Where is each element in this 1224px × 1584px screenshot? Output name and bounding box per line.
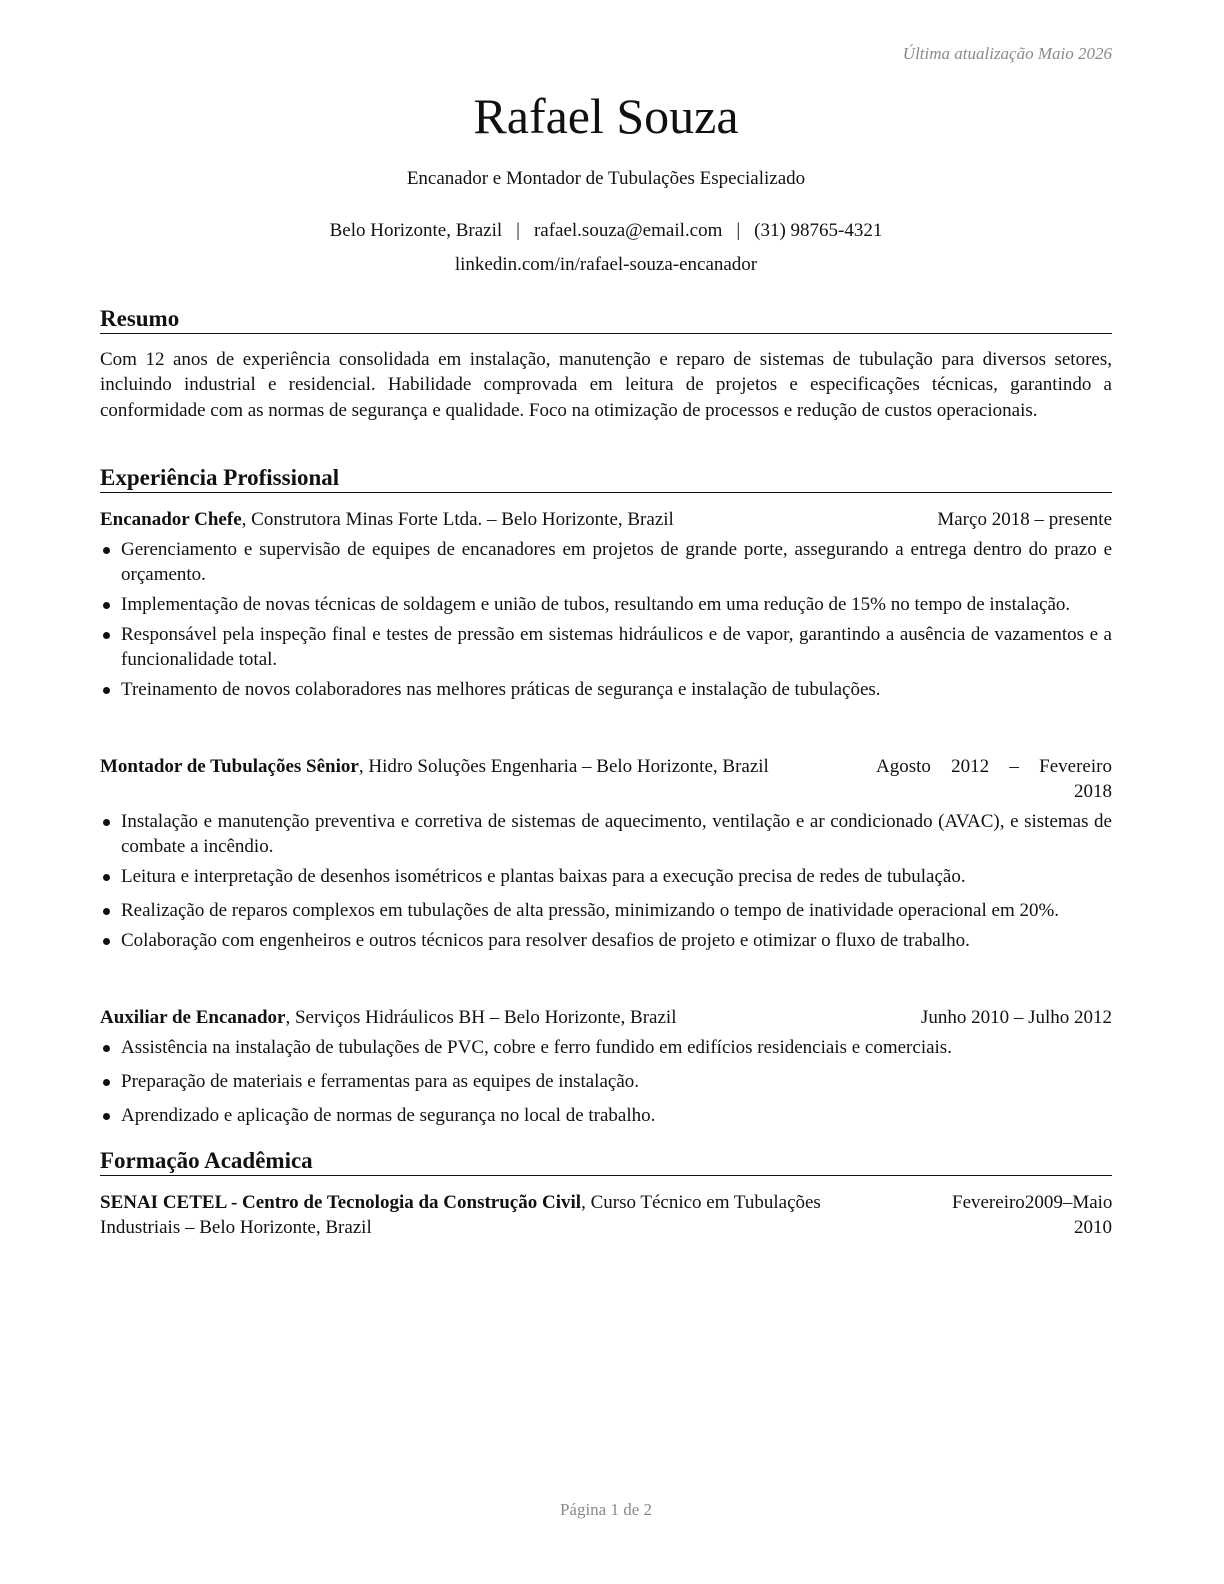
page-number: Página 1 de 2: [559, 1500, 653, 1519]
job-position: Encanador Chefe: [100, 509, 242, 530]
job-position: Montador de Tubulações Sênior: [100, 756, 359, 777]
contact-location: Belo Horizonte, Brazil: [329, 220, 503, 241]
contact-line: [100, 218, 1112, 244]
job-position: Auxiliar de Encanador: [100, 1007, 286, 1028]
list-item: Instalação e manutenção preventiva e corretiva de sistemas de aquecimento, ventilação e ar condicionado (AVAC), e sistemas de combate a incêndio.: [100, 809, 1112, 859]
job-dates-line-1: [876, 754, 1112, 779]
education-dates-line-1: [952, 1190, 1112, 1215]
section-title-education: Formação Acadêmica: [100, 1147, 1112, 1176]
job-dates-line-2: 2018: [1074, 781, 1112, 802]
job-dates: [876, 754, 1112, 804]
list-item: Gerenciamento e supervisão de equipes de encanadores em projetos de grande porte, assegurando a entrega dentro do prazo e orçamento.: [100, 537, 1112, 587]
candidate-role: Encanador e Montador de Tubulações Especializado: [406, 168, 806, 189]
date-part: Fevereiro: [952, 1192, 1025, 1213]
list-item: Preparação de materiais e ferramentas para as equipes de instalação.: [100, 1069, 1112, 1094]
job-header: [100, 507, 1112, 532]
section-title-experience: Experiência Profissional: [100, 464, 1112, 493]
job-company: , Hidro Soluções Engenharia – Belo Horizonte, Brazil: [358, 756, 769, 777]
list-item: Leitura e interpretação de desenhos isométricos e plantas baixas para a execução precisa de redes de tubulação.: [100, 864, 1112, 889]
section-title-summary: Resumo: [100, 305, 1112, 334]
date-part: 2012: [951, 756, 990, 777]
list-item: Treinamento de novos colaboradores nas melhores práticas de segurança e instalação de tubulações.: [100, 677, 1112, 702]
list-item: Aprendizado e aplicação de normas de segurança no local de trabalho.: [100, 1103, 1112, 1128]
candidate-name: Rafael Souza: [473, 88, 739, 144]
list-item: Realização de reparos complexos em tubulações de alta pressão, minimizando o tempo de inatividade operacional em 20%.: [100, 898, 1112, 923]
date-part: –: [1062, 1192, 1073, 1213]
education-institution: SENAI CETEL - Centro de Tecnologia da Construção Civil: [100, 1192, 582, 1213]
date-part: Maio: [1072, 1192, 1113, 1213]
job-bullets: [100, 809, 1112, 953]
education-title-line: [100, 1190, 860, 1240]
job-dates: Junho 2010 – Julho 2012: [920, 1007, 1112, 1028]
education-course: , Curso Técnico em Tubulações Industriais – Belo Horizonte, Brazil: [100, 1192, 821, 1238]
list-item: Assistência na instalação de tubulações de PVC, cobre e ferro fundido em edifícios residenciais e comerciais.: [100, 1035, 1112, 1060]
date-part: Fevereiro: [1039, 756, 1112, 777]
job-title-line: [100, 754, 769, 779]
resume-page: [100, 0, 1112, 1584]
list-item: Responsável pela inspeção final e testes de pressão em sistemas hidráulicos e de vapor, garantindo a ausência de vazamentos e a funcionalidade total.: [100, 622, 1112, 672]
education-entry: [100, 1190, 1112, 1240]
date-part: 2009: [1024, 1192, 1063, 1213]
contact-email[interactable]: rafael.souza@email.com: [533, 220, 723, 241]
job-title-line: [100, 507, 674, 532]
education-dates: [952, 1190, 1112, 1240]
job-dates: Março 2018 – presente: [937, 509, 1112, 530]
contact-linkedin[interactable]: linkedin.com/in/rafael-souza-encanador: [454, 254, 758, 275]
date-part: –: [1009, 756, 1019, 777]
job-company: , Serviços Hidráulicos BH – Belo Horizonte, Brazil: [285, 1007, 677, 1028]
job-header: [100, 1005, 1112, 1030]
job-bullets: [100, 537, 1112, 702]
list-item: Implementação de novas técnicas de soldagem e união de tubos, resultando em uma redução de 15% no tempo de instalação.: [100, 592, 1112, 617]
job-title-line: [100, 1005, 676, 1030]
contact-separator: |: [516, 220, 520, 241]
last-updated: Última atualização Maio 2026: [902, 44, 1112, 63]
job-header: [100, 754, 1112, 804]
contact-phone: (31) 98765-4321: [754, 220, 883, 241]
list-item: Colaboração com engenheiros e outros técnicos para resolver desafios de projeto e otimizar o fluxo de trabalho.: [100, 928, 1112, 953]
contact-separator: |: [736, 220, 741, 241]
education-dates-line-2: 2010: [1074, 1217, 1112, 1238]
job-company: , Construtora Minas Forte Ltda. – Belo Horizonte, Brazil: [241, 509, 674, 530]
job-bullets: [100, 1035, 1112, 1128]
summary-text: Com 12 anos de experiência consolidada em instalação, manutenção e reparo de sistemas de tubulação para diversos setores, incluindo industrial e residencial. Habilidade comprovada em leitura de projetos e especificações técnicas, garantindo a conformidade com as normas de segurança e qualidade. Foco na otimização de processos e redução de custos operacionais.: [100, 349, 1112, 421]
date-part: Agosto: [876, 756, 931, 777]
